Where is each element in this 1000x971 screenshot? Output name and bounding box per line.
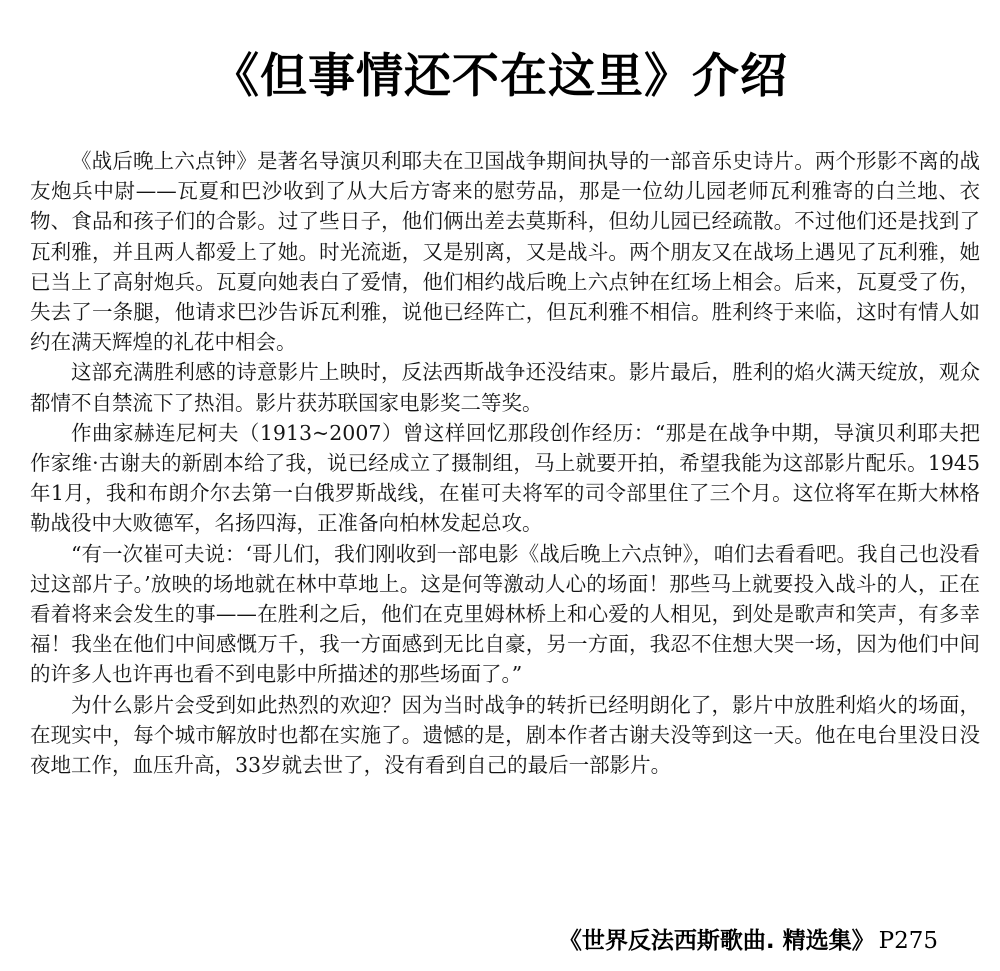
source-citation xyxy=(559,925,938,957)
article-body xyxy=(30,146,980,780)
source-page-number: P275 xyxy=(878,928,938,954)
source-book-title: 《世界反法西斯歌曲. 精选集》 xyxy=(558,928,875,954)
paragraph-1: 《战后晚上六点钟》是著名导演贝利耶夫在卫国战争期间执导的一部音乐史诗片。两个形影不离的战友炮兵中尉——瓦夏和巴沙收到了从大后方寄来的慰劳品，那是一位幼儿园老师瓦利雅寄的白兰地、衣物、食品和孩子们的合影。过了些日子，他们俩出差去莫斯科，但幼儿园已经疏散。不过他们还是找到了瓦利雅，并且两人都爱上了她。时光流逝，又是别离，又是战斗。两个朋友又在战场上遇见了瓦利雅，她已当上了高射炮兵。瓦夏向她表白了爱情，他们相约战后晚上六点钟在红场上相会。后来，瓦夏受了伤，失去了一条腿，他请求巴沙告诉瓦利雅，说他已经阵亡，但瓦利雅不相信。胜利终于来临，这时有情人如约在满天辉煌的礼花中相会。 xyxy=(30,149,980,355)
paragraph-3: 作曲家赫连尼柯夫（1913~2007）曾这样回忆那段创作经历：“那是在战争中期，导演贝利耶夫把作家维·古谢夫的新剧本给了我，说已经成立了摄制组，马上就要开拍，希望我能为这部影片配乐。1945年1月，我和布朗介尔去第一白俄罗斯战线，在崔可夫将军的司令部里住了三个月。这位将军在斯大林格勒战役中大败德军，名扬四海，正准备向柏林发起总攻。 xyxy=(30,420,980,536)
paragraph-2: 这部充满胜利感的诗意影片上映时，反法西斯战争还没结束。影片最后，胜利的焰火满天绽放，观众都情不自禁流下了热泪。影片获苏联国家电影奖二等奖。 xyxy=(30,360,980,415)
page-title: 《但事情还不在这里》介绍 xyxy=(212,49,788,105)
paragraph-4: “有一次崔可夫说：‘哥儿们，我们刚收到一部电影《战后晚上六点钟》，咱们去看看吧。我自己也没看过这部片子。’放映的场地就在林中草地上。这是何等激动人心的场面！那些马上就要投入战斗的人，正在看着将来会发生的事——在胜利之后，他们在克里姆林桥上和心爱的人相见，到处是歌声和笑声，有多幸福！我坐在他们中间感慨万千，我一方面感到无比自豪，另一方面，我忍不住想大哭一场，因为他们中间的许多人也许再也看不到电影中所描述的那些场面了。” xyxy=(30,541,980,687)
paragraph-5: 为什么影片会受到如此热烈的欢迎？因为当时战争的转折已经明朗化了，影片中放胜利焰火的场面，在现实中，每个城市解放时也都在实施了。遗憾的是，剧本作者古谢夫没等到这一天。他在电台里没日没夜地工作，血压升高，33岁就去世了，没有看到自己的最后一部影片。 xyxy=(30,692,980,778)
